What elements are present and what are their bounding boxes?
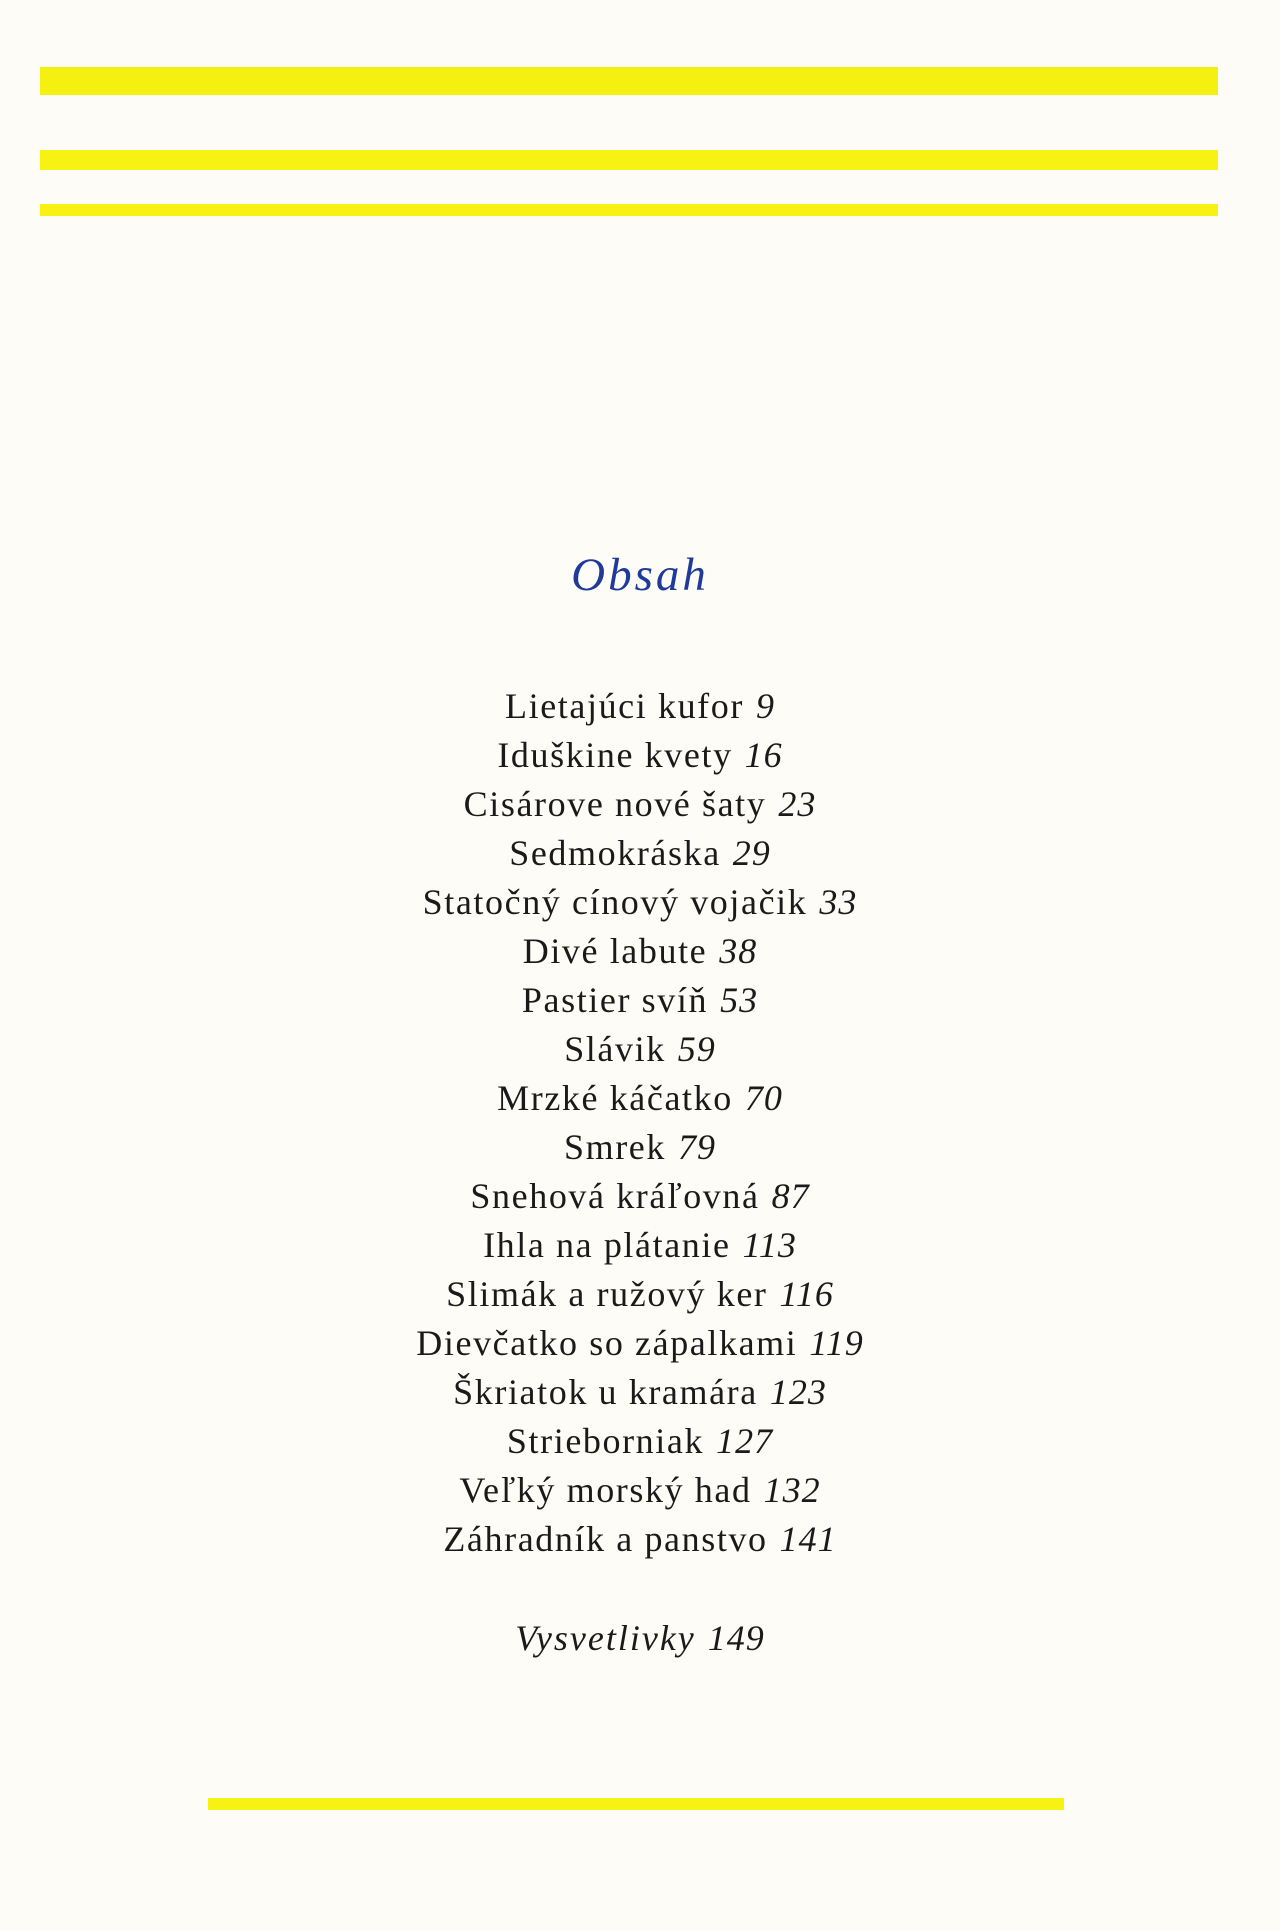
toc-entry-title: Pastier svíň — [521, 980, 709, 1020]
toc-entry-title: Veľký morský had — [459, 1470, 752, 1510]
toc-entry-page: 141 — [779, 1519, 837, 1559]
toc-entry-title: Ihla na plátanie — [483, 1225, 731, 1265]
toc-entry-page: 16 — [744, 735, 783, 775]
toc-entry-page: 87 — [771, 1176, 810, 1216]
toc-entry-title: Strieborniak — [506, 1421, 705, 1461]
toc-entry-title: Divé labute — [522, 931, 708, 971]
toc-entry-title: Záhradník a panstvo — [443, 1519, 768, 1559]
toc-entry-title: Slávik — [564, 1029, 666, 1069]
toc-entry-page: 38 — [719, 931, 758, 971]
decorative-stripe-top — [40, 67, 1218, 95]
toc-entry-page: 149 — [707, 1618, 765, 1658]
toc-entry-title: Dievčatko so zápalkami — [416, 1323, 798, 1363]
toc-entry-title: Slimák a ružový ker — [446, 1274, 768, 1314]
toc-entry — [0, 1319, 1280, 1368]
toc-appendix-entry — [0, 1612, 1280, 1664]
toc-entry-title: Iduškine kvety — [497, 735, 733, 775]
toc-entry — [0, 1417, 1280, 1466]
toc-entry — [0, 780, 1280, 829]
toc-entry-page: 59 — [677, 1029, 716, 1069]
toc-entry-title: Lietajúci kufor — [505, 686, 744, 726]
toc-entry — [0, 1466, 1280, 1515]
toc-entry — [0, 1074, 1280, 1123]
toc-entry — [0, 1025, 1280, 1074]
toc-entry-title: Sedmokráska — [509, 833, 721, 873]
table-of-contents — [0, 682, 1280, 1564]
toc-entry-page: 123 — [769, 1372, 827, 1412]
toc-entry-page: 23 — [778, 784, 817, 824]
toc-entry — [0, 829, 1280, 878]
toc-entry-title: Snehová kráľovná — [470, 1176, 760, 1216]
toc-entry-title: Statočný cínový vojačik — [422, 882, 808, 922]
toc-entry — [0, 976, 1280, 1025]
decorative-stripe-lower — [40, 204, 1218, 216]
toc-entry-page: 29 — [732, 833, 771, 873]
toc-entry-title: Smrek — [564, 1127, 666, 1167]
toc-entry-page: 116 — [779, 1274, 834, 1314]
toc-entry — [0, 682, 1280, 731]
decorative-stripe-middle — [40, 150, 1218, 170]
toc-entry-page: 113 — [742, 1225, 797, 1265]
toc-entry-page: 9 — [755, 686, 775, 726]
toc-entry-page: 127 — [716, 1421, 774, 1461]
toc-entry-page: 119 — [809, 1323, 864, 1363]
toc-entry — [0, 1123, 1280, 1172]
toc-entry-title: Cisárove nové šaty — [463, 784, 767, 824]
page-title: Obsah — [571, 549, 709, 601]
toc-entry — [0, 927, 1280, 976]
toc-entry-title: Škriatok u kramára — [453, 1372, 758, 1412]
toc-entry — [0, 1515, 1280, 1564]
toc-entry — [0, 731, 1280, 780]
toc-entry-page: 53 — [720, 980, 759, 1020]
toc-entry-page: 70 — [744, 1078, 783, 1118]
toc-entry-title: Vysvetlivky — [515, 1618, 696, 1658]
toc-entry — [0, 878, 1280, 927]
toc-entry — [0, 1172, 1280, 1221]
toc-entry-page: 33 — [819, 882, 858, 922]
toc-entry-page: 132 — [763, 1470, 821, 1510]
toc-entry — [0, 1221, 1280, 1270]
toc-entry — [0, 1270, 1280, 1319]
decorative-stripe-bottom — [208, 1798, 1064, 1810]
toc-entry-title: Mrzké káčatko — [497, 1078, 733, 1118]
toc-entry — [0, 1368, 1280, 1417]
toc-entry-page: 79 — [678, 1127, 716, 1167]
